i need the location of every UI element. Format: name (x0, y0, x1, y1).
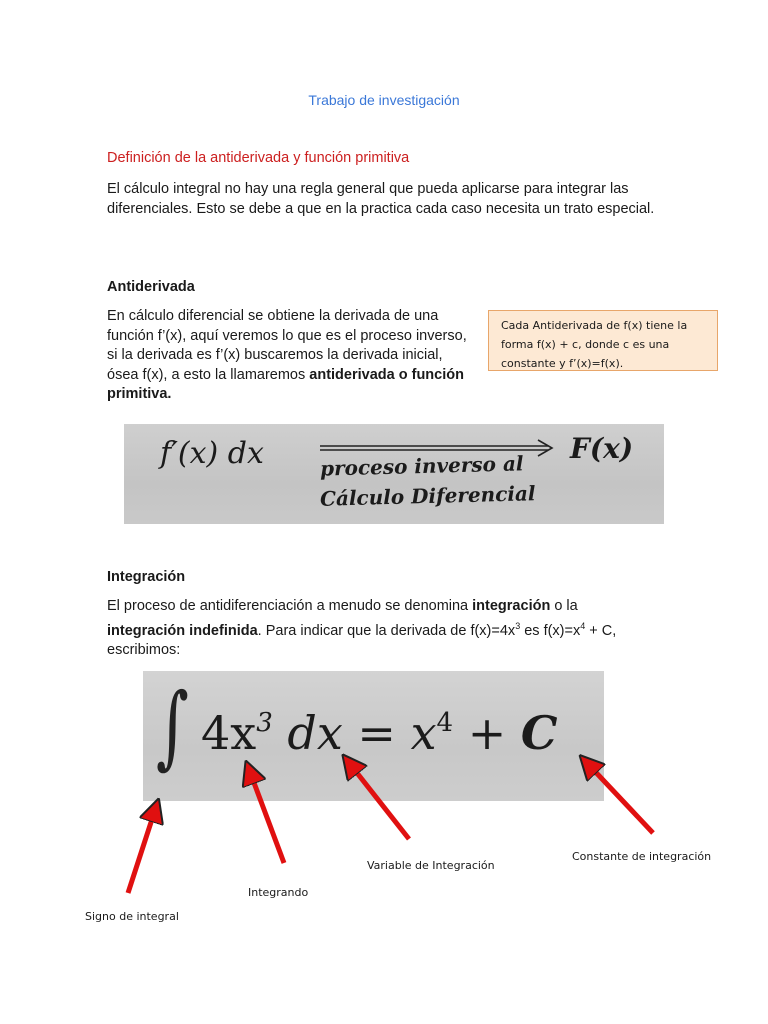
arrow-caption-line2: Cálculo Diferencial (319, 481, 536, 511)
integral-sign-icon: ∫ (156, 674, 189, 779)
differential: dx (287, 706, 343, 760)
plus-sign: + (467, 706, 507, 760)
document-title: Trabajo de investigación (308, 92, 460, 108)
antiderivative-expression: F(x) (570, 432, 634, 465)
arrow-signo (128, 810, 155, 893)
para-line: función f’(x), aquí veremos lo que es el proceso inverso, (107, 327, 467, 344)
exponent: 4 (580, 620, 586, 631)
note-line: Cada Antiderivada de f(x) tiene la (501, 319, 688, 332)
equals-sign: = (357, 706, 396, 760)
bold-term: integración indefinida (107, 622, 258, 639)
arrow-integrando (250, 772, 284, 863)
para-line: escribimos: (107, 641, 181, 658)
heading-integracion: Integración (107, 569, 186, 585)
integrand: 4x (201, 706, 257, 760)
para-line: si la derivada es f’(x) buscaremos la derivada inicial, (107, 347, 443, 363)
para-text: es f(x)=x (520, 622, 581, 639)
para-text: o la (550, 598, 578, 614)
exponent: 3 (515, 620, 521, 631)
para-line: En cálculo diferencial se obtiene la derivada de una (107, 308, 439, 324)
para-text: El proceso de antidiferenciación a menudo se denomina (107, 598, 473, 614)
arrow-variable (350, 764, 409, 839)
heading-antiderivada: Antiderivada (107, 279, 195, 295)
para-text: ósea f(x), a esto la llamaremos (107, 366, 310, 383)
section-heading-definition: Definición de la antiderivada y función primitiva (107, 150, 410, 166)
result: x (410, 706, 437, 760)
label-integrando: Integrando (248, 886, 309, 899)
label-signo-integral: Signo de integral (85, 910, 179, 923)
arrow-caption-line1: proceso inverso al (319, 451, 524, 481)
derivative-expression: f′(x) dx (160, 436, 264, 471)
note-line: constante y f’(x)=f(x). (501, 357, 624, 370)
intro-paragraph: El cálculo integral no hay una regla general que pueda aplicarse para integrar las diferenciales. Esto se debe a que en la practica cada caso necesita un trato especial. (107, 181, 655, 217)
label-variable: Variable de Integración (367, 859, 495, 872)
bold-term: primitiva. (107, 386, 172, 402)
integrand-exponent: 3 (256, 708, 273, 738)
label-constante: Constante de integración (572, 850, 712, 863)
arrow-constante (588, 764, 653, 833)
bold-term: integración (472, 598, 551, 614)
integration-constant: C (520, 706, 558, 760)
note-line: forma f(x) + c, donde c es una (501, 338, 670, 351)
result-exponent: 4 (436, 708, 454, 738)
bold-term: antiderivada o función (309, 366, 464, 383)
para-text: . Para indicar que la derivada de f(x)=4x (257, 622, 516, 639)
para-text: + C, (585, 622, 617, 639)
